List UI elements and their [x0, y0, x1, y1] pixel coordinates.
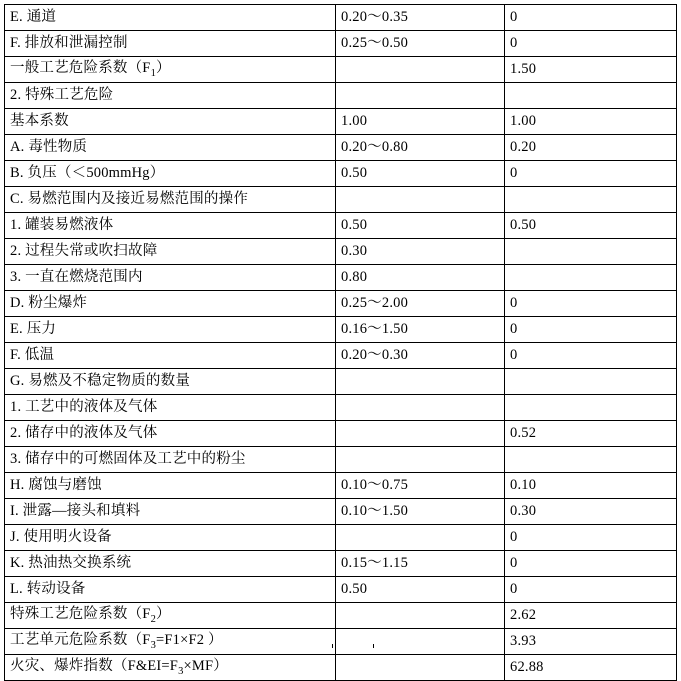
table-row: [5, 603, 677, 629]
row-label: E. 通道: [5, 5, 336, 31]
table-row: [5, 5, 677, 31]
table-row: [5, 629, 677, 655]
row-label: 1. 罐装易燃液体: [5, 213, 336, 239]
row-range: 0.80: [336, 265, 505, 291]
row-value: 0: [505, 343, 677, 369]
row-label: B. 负压（＜500mmHg）: [5, 161, 336, 187]
row-range: 0.50: [336, 213, 505, 239]
row-value: [505, 83, 677, 109]
row-range: [336, 525, 505, 551]
table-row: [5, 291, 677, 317]
row-range: 0.25～2.00: [336, 291, 505, 317]
subscript: 3: [178, 665, 184, 677]
row-value: [505, 447, 677, 473]
row-range: 0.10～1.50: [336, 499, 505, 525]
row-range: [336, 447, 505, 473]
row-value: [505, 265, 677, 291]
table-row: [5, 421, 677, 447]
row-range: 0.10～0.75: [336, 473, 505, 499]
row-range: [336, 187, 505, 213]
table-row: [5, 265, 677, 291]
table-row: [5, 473, 677, 499]
row-value: 1.00: [505, 109, 677, 135]
row-label: J. 使用明火设备: [5, 525, 336, 551]
row-value: 0: [505, 577, 677, 603]
row-range: 0.20～0.80: [336, 135, 505, 161]
row-label: K. 热油热交换系统: [5, 551, 336, 577]
row-label: 工艺单元危险系数（$F_3=F1\times F2$ ）: [5, 629, 336, 655]
row-range: [336, 603, 505, 629]
row-range: [336, 83, 505, 109]
table-row: [5, 109, 677, 135]
row-value: 0: [505, 161, 677, 187]
row-label: 火灾、爆炸指数$(F\&EI=F_3\times MF)$: [5, 655, 336, 681]
row-range: [336, 655, 505, 681]
table-row: [5, 31, 677, 57]
table-row: [5, 525, 677, 551]
row-label: E. 压力: [5, 317, 336, 343]
table-row: [5, 57, 677, 83]
fire-explosion-index-table: [4, 4, 677, 681]
row-range: 0.20～0.35: [336, 5, 505, 31]
row-label: 2. 储存中的液体及气体: [5, 421, 336, 447]
row-range: 0.50: [336, 161, 505, 187]
subscript: 2: [150, 613, 157, 625]
table-row: [5, 499, 677, 525]
row-label: F. 排放和泄漏控制: [5, 31, 336, 57]
row-value: 0.52: [505, 421, 677, 447]
row-range: 0.16～1.50: [336, 317, 505, 343]
row-value: 0: [505, 525, 677, 551]
row-value: 0: [505, 551, 677, 577]
row-label: G. 易燃及不稳定物质的数量: [5, 369, 336, 395]
row-label: 3. 储存中的可燃固体及工艺中的粉尘: [5, 447, 336, 473]
row-label: 2. 特殊工艺危险: [5, 83, 336, 109]
row-label: 特殊工艺危险系数$(F_2)$: [5, 603, 336, 629]
row-label: L. 转动设备: [5, 577, 336, 603]
table-row: [5, 577, 677, 603]
row-label: A. 毒性物质: [5, 135, 336, 161]
row-range: 1.00: [336, 109, 505, 135]
row-value: 0.20: [505, 135, 677, 161]
table-row: [5, 239, 677, 265]
row-label: 基本系数: [5, 109, 336, 135]
row-range: 0.25～0.50: [336, 31, 505, 57]
row-value: 0: [505, 5, 677, 31]
row-value: 3.93: [505, 629, 677, 655]
row-label: 1. 工艺中的液体及气体: [5, 395, 336, 421]
table-row: [5, 317, 677, 343]
row-value: [505, 187, 677, 213]
row-range: 0.50: [336, 577, 505, 603]
row-label: H. 腐蚀与磨蚀: [5, 473, 336, 499]
row-label: C. 易燃范围内及接近易燃范围的操作: [5, 187, 336, 213]
row-label: F. 低温: [5, 343, 336, 369]
row-value: 0.30: [505, 499, 677, 525]
table-row: [5, 83, 677, 109]
row-range: [336, 57, 505, 83]
row-range: 0.15～1.15: [336, 551, 505, 577]
row-range: [336, 369, 505, 395]
table-row: [5, 213, 677, 239]
table-row: [5, 551, 677, 577]
row-value: [505, 395, 677, 421]
subscript: 1: [150, 67, 157, 79]
table-row: [5, 187, 677, 213]
table-row: [5, 395, 677, 421]
row-value: 0.50: [505, 213, 677, 239]
row-range: 0.20～0.30: [336, 343, 505, 369]
table-row: [5, 161, 677, 187]
row-label: 3. 一直在燃烧范围内: [5, 265, 336, 291]
table-row: [5, 655, 677, 681]
document-page: [0, 4, 681, 677]
row-range: 0.30: [336, 239, 505, 265]
row-label: 2. 过程失常或吹扫故障: [5, 239, 336, 265]
table-row: [5, 135, 677, 161]
row-label: 一般工艺危险系数$(F_1)$: [5, 57, 336, 83]
row-range: [336, 629, 505, 655]
row-value: 1.50: [505, 57, 677, 83]
row-value: [505, 369, 677, 395]
row-label: I. 泄露—接头和填料: [5, 499, 336, 525]
table-row: [5, 447, 677, 473]
row-value: 0: [505, 291, 677, 317]
row-value: 2.62: [505, 603, 677, 629]
row-value: [505, 239, 677, 265]
row-range: [336, 395, 505, 421]
row-value: 0.10: [505, 473, 677, 499]
table-body: [5, 5, 677, 681]
row-label: D. 粉尘爆炸: [5, 291, 336, 317]
table-row: [5, 369, 677, 395]
row-range: [336, 421, 505, 447]
row-value: 0: [505, 317, 677, 343]
row-value: 62.88: [505, 655, 677, 681]
row-value: 0: [505, 31, 677, 57]
subscript: 3: [150, 639, 157, 651]
table-row: [5, 343, 677, 369]
